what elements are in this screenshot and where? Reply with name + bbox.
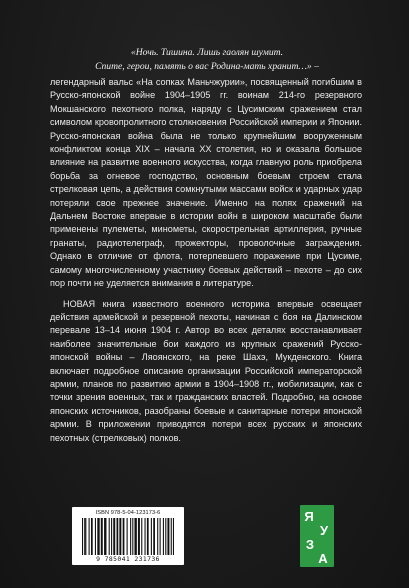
barcode-bar [101, 518, 103, 555]
logo-letter-3: З [305, 537, 315, 552]
barcode-bar [157, 518, 158, 555]
logo-letter-1: Я [304, 509, 314, 524]
paragraph-1: легендарный вальс «На сопках Маньчжурии», посвященный погибшим в Русско-японской войне 1904–1905 гг. воинам 214-го резервного Мокшанского пехотного полка, наряду с Цусимским сражением стал символом кровопролитного столкновения Российской империи и Японии. Русско-японская война была не только крупнейшим вооруженным конфликтом конца XIX – начала XX столетия, но и оказала большое влияние на развитие военного искусства, когда главную роль приобрела борьба за огневое господство, основным боевым строем стала стрелковая цепь, а действия сомкнутыми массами войск и ударных удар потеряли свое прежнее значение. Именно на полях сражений на Дальнем Востоке впервые в истории войн в широком масштабе были применены пулеметы, минометы, скорострельная артиллерия, ручные гранаты, радиотелеграф, прожекторы, проволочные заграждения. Однако в отличие от флота, потерпевшего поражение при Цусиме, самому многочисленному участнику боевых действий – пехоте – до сих пор почти не уделяется внимания в литературе. [50, 77, 362, 289]
barcode-bar [95, 518, 96, 555]
barcode-bar [141, 518, 142, 555]
barcode-bar [173, 518, 174, 555]
barcode-bar [153, 518, 155, 555]
barcode-bar [113, 518, 115, 555]
barcode-bar [167, 518, 169, 555]
barcode-bar [134, 518, 136, 555]
publisher-logo [300, 505, 334, 567]
barcode-bar [123, 518, 125, 555]
isbn-label: ISBN 978-5-04-123173-6 [95, 510, 161, 516]
barcode-bar [111, 518, 112, 555]
barcode-bar [97, 518, 99, 555]
epigraph [44, 46, 370, 74]
barcode-bar [91, 518, 93, 555]
epigraph-line-1: «Ночь. Тишина. Лишь гаолян шумит. [130, 47, 284, 58]
barcode-bar [89, 518, 90, 555]
barcode-bar [85, 518, 86, 555]
barcode-bar [82, 518, 83, 555]
barcode-bar [147, 518, 149, 555]
annotation-text [50, 76, 362, 445]
barcode-bar [119, 518, 121, 555]
barcode-bar [109, 518, 110, 555]
barcode-bar [171, 518, 172, 555]
barcode-bar [84, 518, 85, 555]
barcode-bar [117, 518, 119, 555]
barcode-bar [127, 518, 128, 555]
logo-letter-4: А [318, 551, 328, 566]
barcode-bar [104, 518, 106, 555]
barcode-bar [165, 518, 166, 555]
barcode-bar [163, 518, 164, 555]
barcode-bar [138, 518, 140, 555]
paragraph-2: НОВАЯ книга известного военного историка впервые освещает действия армейской и резервной пехоты, начиная с боя на Далинском перевале 13–14 июня 1904 г. Автор во всех деталях восстанавливает наиболее значительные бои каждого из крупных сражений Русско-японской войны – Ляоянского, на реке Шахэ, Мукденского. Книга включает подробное описание организации Российской императорской армии, планов по развитию армии в 1904–1908 гг., мобилизации, как с точки зрения военных, так и гражданских властей. Подробно, на основе японских источников, разобраны боевые и санитарные потери японской армии. В приложении приводятся потери всех русских и японских пехотных (стрелковых) полков. [50, 298, 362, 443]
barcode-bar [132, 518, 133, 555]
barcode-bar [145, 518, 146, 555]
barcode-bar [160, 518, 161, 555]
barcode-bars [80, 518, 176, 555]
barcode-bar [151, 518, 152, 555]
barcode-digits: 9 785041 231736 [96, 555, 160, 563]
isbn-barcode [72, 507, 184, 565]
epigraph-line-2: Спите, герои, память о вас Родина-мать хранит…» – [95, 61, 319, 73]
logo-letter-2: У [319, 523, 329, 538]
yauza-logo-icon [300, 505, 334, 567]
barcode-bar [130, 518, 131, 555]
